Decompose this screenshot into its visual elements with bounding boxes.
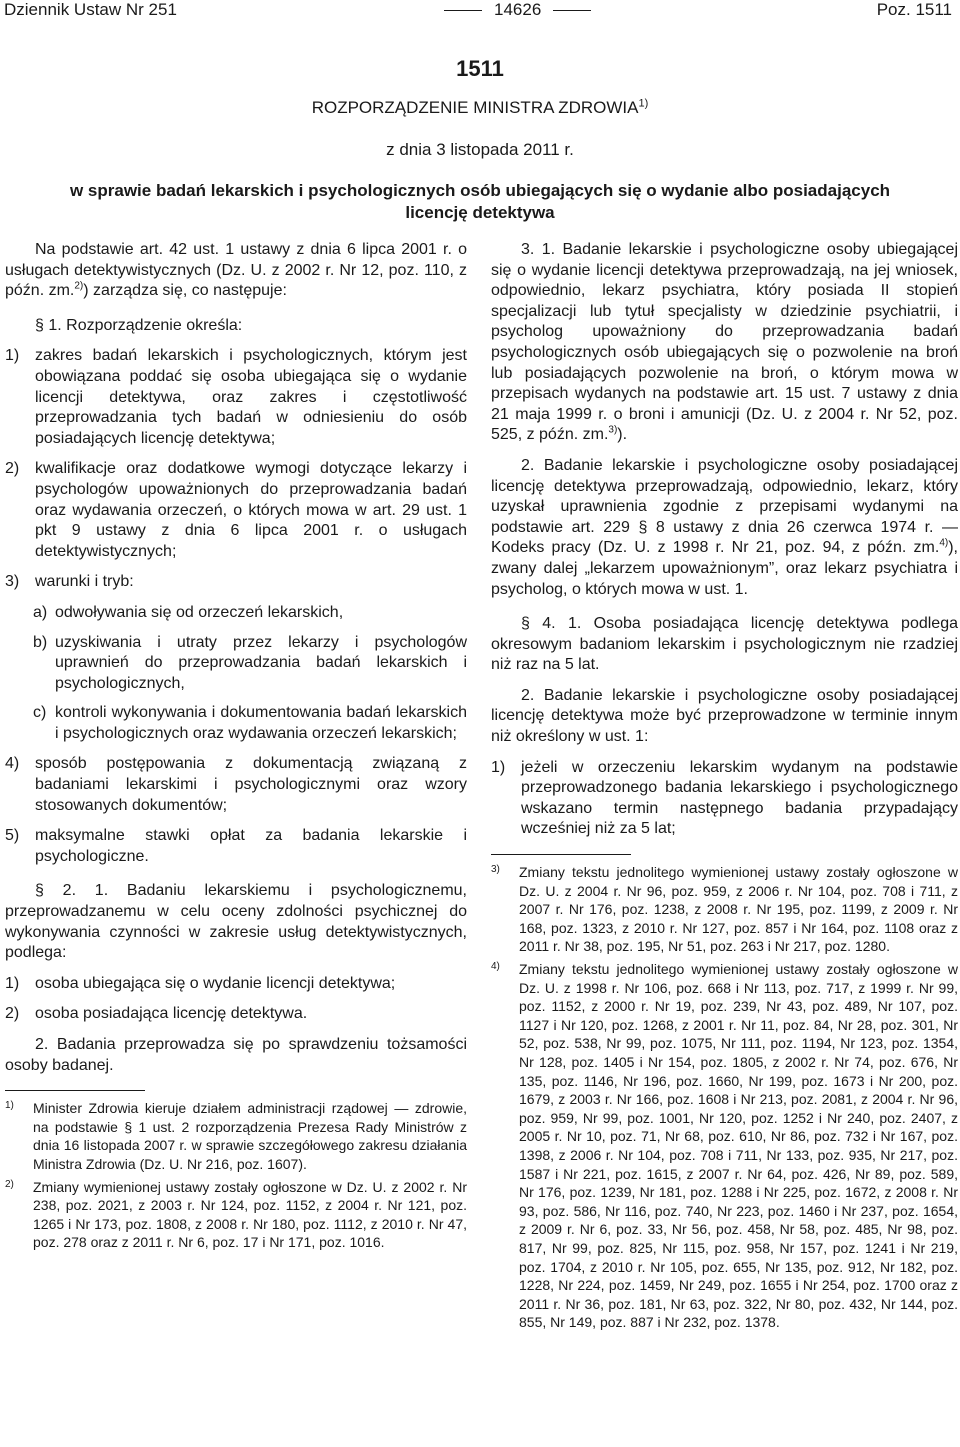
list-item (5, 346, 467, 449)
sublist-marker: a) (33, 603, 48, 621)
paragraph-text: 3. 1. Badanie lekarskie i psychologiczne osoby ubiegającej się o wydanie licencji detektywa przeprowadzają, na jej wniosek, odpowiednio, lekarz psychiatra, który posiada II stopień specjalizacji lub tytuł specjalisty w dziedzinie psychiatrii, i psycholog upoważniony do przeprowadzania badań psychologicznych osób ubiegających się o pozwolenie na broń lub posiadających pozwolenie na broń, o którym mowa w przepisach wydanych na podstawie art. 15 ust. 7 ustawy z dnia 21 maja 1999 r. o broni i amunicji (Dz. U. z 2004 r. Nr 52, poz. 525, z późn. zm. (491, 241, 958, 444)
sublist-item (5, 703, 467, 744)
page-header (0, 0, 960, 22)
sublist-text: uzyskiwania i utraty przez lekarzy i psychologów uprawnień do przeprowadzania badań lekarskich i psychologicznych, (55, 633, 467, 692)
act-type (0, 98, 960, 118)
section-1-list-cont (5, 754, 467, 867)
list-item (5, 974, 467, 995)
paragraph-text-end: ). (617, 426, 628, 444)
section-3-paragraph-2 (491, 456, 958, 600)
footnotes-right (491, 863, 958, 1332)
section-2-paragraph-2: 2. Badania przeprowadza się po sprawdzeniu tożsamości osoby badanej. (5, 1036, 467, 1074)
footnote (5, 1178, 467, 1252)
list-item (491, 758, 958, 840)
list-marker: 1) (491, 758, 506, 776)
section-1-sublist (5, 603, 467, 745)
list-item (5, 572, 467, 593)
section-4-paragraph-1: § 4. 1. Osoba posiadająca licencję detektywa podlega okresowym badaniom lekarskim i psychologicznym nie rzadziej niż raz na 5 lat. (491, 615, 958, 674)
page-number: 14626 (432, 0, 603, 20)
footnote-divider (5, 1090, 145, 1091)
list-text: osoba posiadająca licencję detektywa. (35, 1005, 308, 1023)
section-2-paragraph-1: § 2. 1. Badaniu lekarskiemu i psychologicznemu, przeprowadzanemu w celu oceny zdolności psychicznej do wykonywania czynności w zakresie usług detektywistycznych, podlega: (5, 882, 467, 962)
list-text: maksymalne stawki opłat za badania lekarskie i psychologiczne. (35, 827, 467, 865)
section-4-list (491, 758, 958, 840)
footnote-ref[interactable]: 1) (638, 97, 649, 110)
footnote-text: Zmiany wymienionej ustawy zostały ogłoszone w Dz. U. z 2002 r. Nr 238, poz. 2021, z 2003 r. Nr 124, poz. 1152, z 2004 r. Nr 121, poz. 1265 i Nr 173, poz. 1808, z 2008 r. Nr 180, poz. 1112, z 2010 r. Nr 47, poz. 278 oraz z 2011 r. Nr 6, poz. 17 i Nr 171, poz. 1016. (33, 1178, 467, 1251)
list-item (5, 459, 467, 562)
footnote-marker: 1) (5, 1100, 14, 1112)
position-number: Poz. 1511 (876, 0, 952, 19)
list-marker: 4) (5, 755, 20, 773)
footnote-ref[interactable]: 4) (939, 537, 949, 549)
footnote (491, 863, 958, 956)
list-text: osoba ubiegająca się o wydanie licencji detektywa; (35, 974, 396, 992)
footnote-marker: 4) (491, 961, 500, 972)
footnote-text: Zmiany tekstu jednolitego wymienionej ustawy zostały ogłoszone w Dz. U. z 2004 r. Nr 96, poz. 959, z 2006 r. Nr 104, poz. 708 i 711, z 2007 r. Nr 176, poz. 1238, z 2008 r. Nr 195, poz. 1199, z 2009 r. Nr 168, poz. 1323, z 2010 r. Nr 127, poz. 857 i Nr 164, poz. 1108 oraz z 2011 r. Nr 38, poz. 195, Nr 51, poz. 263 i Nr 217, poz. 1280. (519, 864, 958, 955)
footnote-divider (491, 854, 631, 855)
footnotes-left (5, 1099, 467, 1252)
journal-name: Dziennik Ustaw Nr 251 (4, 0, 177, 19)
list-marker: 2) (5, 460, 20, 478)
list-marker: 3) (5, 573, 20, 591)
list-text: kwalifikacje oraz dodatkowe wymogi dotyczące lekarzy i psychologów upoważnionych do przeprowadzania badań oraz wydawania orzeczeń, o których mowa w art. 29 ust. 1 pkt 9 ustawy z dnia 6 lipca 2001 r. o usługach detektywistycznych; (35, 460, 467, 560)
preamble-text-end: ) zarządza się, co następuje: (83, 282, 287, 300)
list-marker: 2) (5, 1005, 20, 1023)
list-text: warunki i tryb: (35, 573, 134, 591)
footnote-marker: 3) (491, 864, 500, 876)
section-3-paragraph-1 (491, 240, 958, 446)
footnote (491, 960, 958, 1332)
footnote-text: Minister Zdrowia kieruje działem administracji rządowej — zdrowie, na podstawie § 1 ust. 2 rozporządzenia Prezesa Rady Ministrów z dnia 16 listopada 2007 r. w sprawie szczegółowego zakresu działania Ministra Zdrowia (Dz. U. Nr 216, poz. 1607). (33, 1100, 467, 1172)
paragraph-text-end: ), zwany dalej „lekarzem upoważnionym”, oraz lekarz psychiatra i psycholog, o których mowa w ust. 1. (491, 539, 958, 598)
list-item (5, 826, 467, 867)
list-text: jeżeli w orzeczeniu lekarskim wydanym na podstawie przeprowadzonego badania lekarskiego i psychologicznego wskazano termin następnego badania przypadający wcześniej niż za 5 lat; (521, 758, 958, 838)
sublist-marker: b) (33, 633, 48, 651)
act-title: w sprawie badań lekarskich i psychologicznych osób ubiegających się o wydanie albo posiadających licencję detektywa (69, 181, 891, 222)
list-item (5, 1004, 467, 1025)
list-item (5, 754, 467, 816)
act-number: 1511 (456, 56, 504, 81)
list-marker: 5) (5, 827, 20, 845)
act-type-text: ROZPORZĄDZENIE MINISTRA ZDROWIA (311, 98, 639, 117)
sublist-item (5, 603, 467, 624)
left-column (5, 240, 467, 1256)
list-marker: 1) (5, 347, 20, 365)
preamble-text: Na podstawie art. 42 ust. 1 ustawy z dnia 6 lipca 2001 r. o usługach detektywistycznych (Dz. U. z 2002 r. Nr 12, poz. 110, z późn. zm. (5, 241, 467, 300)
footnote-ref[interactable]: 2) (74, 280, 84, 292)
section-1-list (5, 346, 467, 593)
section-1-intro: § 1. Rozporządzenie określa: (35, 316, 243, 334)
sublist-text: odwoływania się od orzeczeń lekarskich, (55, 603, 344, 621)
paragraph-text: 2. Badanie lekarskie i psychologiczne osoby posiadającej licencję detektywa przeprowadzają, odpowiednio, lekarz, który uzyskał uprawnienia zgodnie z przepisami wydanymi na podstawie art. 229 § 8 ustawy z dnia 26 czerwca 1974 r. — Kodeks pracy (Dz. U. z 1998 r. Nr 21, poz. 94, z późn. zm. (491, 456, 958, 557)
act-date: z dnia 3 listopada 2011 r. (386, 140, 574, 159)
preamble (5, 240, 467, 302)
footnote (5, 1099, 467, 1173)
section-2-list (5, 974, 467, 1025)
list-text: zakres badań lekarskich i psychologicznych, którym jest obowiązana poddać się osoba ubiegająca się o wydanie licencji detektywa, oraz zakres i częstotliwość przeprowadzania tych badań w odniesieniu do osób posiadających licencję detektywa; (35, 347, 467, 447)
sublist-text: kontroli wykonywania i dokumentowania badań lekarskich i psychologicznych oraz wydawania orzeczeń lekarskich; (55, 704, 467, 742)
section-4-paragraph-2: 2. Badanie lekarskie i psychologiczne osoby posiadającej licencję detektywa może być przeprowadzone w terminie innym niż określony w ust. 1: (491, 686, 958, 746)
sublist-item (5, 633, 467, 695)
list-marker: 1) (5, 974, 20, 992)
right-column (491, 240, 958, 1336)
sublist-marker: c) (33, 704, 47, 722)
footnote-ref[interactable]: 3) (608, 425, 618, 437)
list-text: sposób postępowania z dokumentacją związaną z badaniami lekarskimi i psychologicznymi oraz wzory stosowanych dokumentów; (35, 755, 467, 814)
footnote-text: Zmiany tekstu jednolitego wymienionej ustawy zostały ogłoszone w Dz. U. z 1998 r. Nr 106, poz. 668 i Nr 113, poz. 717, z 1999 r. Nr 99, poz. 1152, z 2000 r. Nr 19, poz. 239, Nr 43, poz. 489, Nr 107, poz. 1127 i Nr 120, poz. 1268, z 2001 r. Nr 11, poz. 84, Nr 28, poz. 301, Nr 52, poz. 538, Nr 99, poz. 1075, Nr 111, poz. 1194, Nr 123, poz. 1354, Nr 128, poz. 1405 i Nr 154, poz. 1805, z 2002 r. Nr 74, poz. 676, Nr 135, poz. 1146, Nr 196, poz. 1660, Nr 199, poz. 1673 i Nr 200, poz. 1679, z 2003 r. Nr 166, poz. 1608 i Nr 213, poz. 2081, z 2004 r. Nr 96, poz. 959, Nr 99, poz. 1001, Nr 120, poz. 1252 i Nr 240, poz. 2407, z 2005 r. Nr 10, poz. 71, Nr 68, poz. 610, Nr 86, poz. 732 i Nr 167, poz. 1398, z 2006 r. Nr 104, poz. 708 i 711, Nr 133, poz. 935, Nr 217, poz. 1587 i Nr 221, poz. 1615, z 2007 r. Nr 64, poz. 426, Nr 89, poz. 589, Nr 176, poz. 1239, Nr 181, poz. 1288 i Nr 225, poz. 1672, z 2008 r. Nr 93, poz. 586, Nr 116, poz. 740, Nr 223, poz. 1460 i Nr 237, poz. 1654, z 2009 r. Nr 6, poz. 33, Nr 56, poz. 458, Nr 58, poz. 485, Nr 98, poz. 817, Nr 99, poz. 825, Nr 115, poz. 958, Nr 157, poz. 1241 i Nr 219, poz. 1704, z 2010 r. Nr 105, poz. 655, Nr 135, poz. 912, Nr 182, poz. 1228, Nr 224, poz. 1459, Nr 249, poz. 1655 i Nr 254, poz. 1700 oraz z 2011 r. Nr 36, poz. 181, Nr 63, poz. 322, Nr 80, poz. 432, Nr 144, poz. 855, Nr 149, poz. 887 i Nr 232, poz. 1378. (519, 961, 958, 1331)
footnote-marker: 2) (5, 1178, 14, 1190)
